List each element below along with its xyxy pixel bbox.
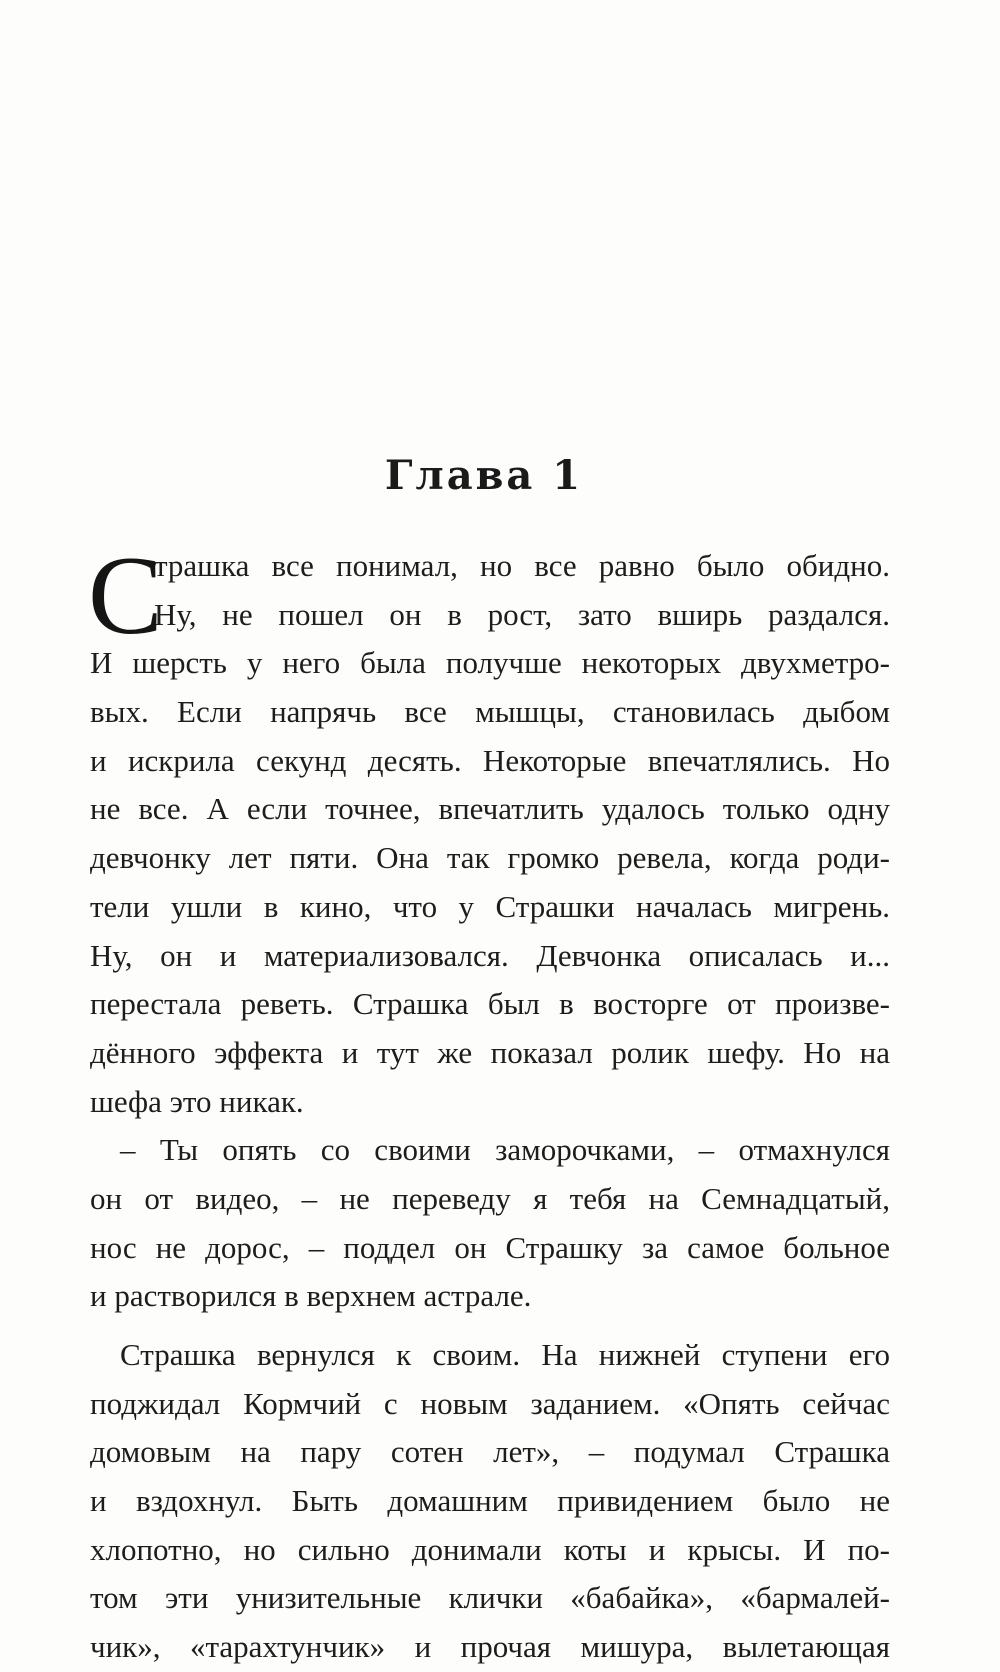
text-line: вых. Если напрячь все мышцы, становилась дыбом [90, 694, 890, 730]
text-line: Страшка вернулся к своим. На нижней ступени его [120, 1337, 890, 1372]
text-line: Ну, он и материализовался. Девчонка описалась и... [90, 937, 890, 973]
text-line: не все. А если точнее, впечатлить удалось только одну [90, 791, 890, 827]
text-line: перестала реветь. Страшка был в восторге от произве- [90, 986, 890, 1022]
text-line: дённого эффекта и тут же показал ролик шефу. Но на [90, 1034, 890, 1070]
text-line: и растворился в верхнем астрале. [90, 1278, 532, 1314]
text-line: поджидал Кормчий с новым заданием. «Опять сейчас [90, 1385, 890, 1421]
chapter-text [88, 534, 890, 1672]
text-line: трашка все понимал, но все равно было обидно. [154, 548, 890, 583]
text-line: он от видео, – не переведу я тебя на Семнадцатый, [90, 1180, 890, 1216]
text-line: том эти унизительные клички «бабайка», «бармалей- [90, 1580, 890, 1616]
text-line: тели ушли в кино, что у Страшки началась мигрень. [90, 888, 890, 924]
text-line: чик», «тарахтунчик» и прочая мишура, вылетающая [90, 1629, 890, 1665]
text-line: И шерсть у него была получше некоторых двухметро- [90, 645, 890, 681]
text-line: нос не дорос, – поддел он Страшку за самое больное [90, 1229, 890, 1265]
text-line: домовым на пару сотен лет», – подумал Страшка [90, 1434, 890, 1470]
text-line: – Ты опять со своими заморочками, – отмахнулся [120, 1132, 890, 1168]
chapter-title: Глава 1 [384, 452, 584, 499]
text-line: и вздохнул. Быть домашним привидением было не [90, 1483, 890, 1519]
text-line: девчонку лет пяти. Она так громко ревела, когда роди- [90, 840, 890, 876]
paragraph-gap [90, 1321, 890, 1331]
text-line: шефа это никак. [90, 1083, 304, 1119]
text-line: и искрила секунд десять. Некоторые впечатлялись. Но [90, 742, 890, 778]
text-line: хлопотно, но сильно донимали коты и крысы. И по- [90, 1531, 890, 1567]
text-line: Ну, не пошел он в рост, зато вширь раздался. [154, 596, 890, 632]
drop-cap: С [88, 534, 163, 658]
